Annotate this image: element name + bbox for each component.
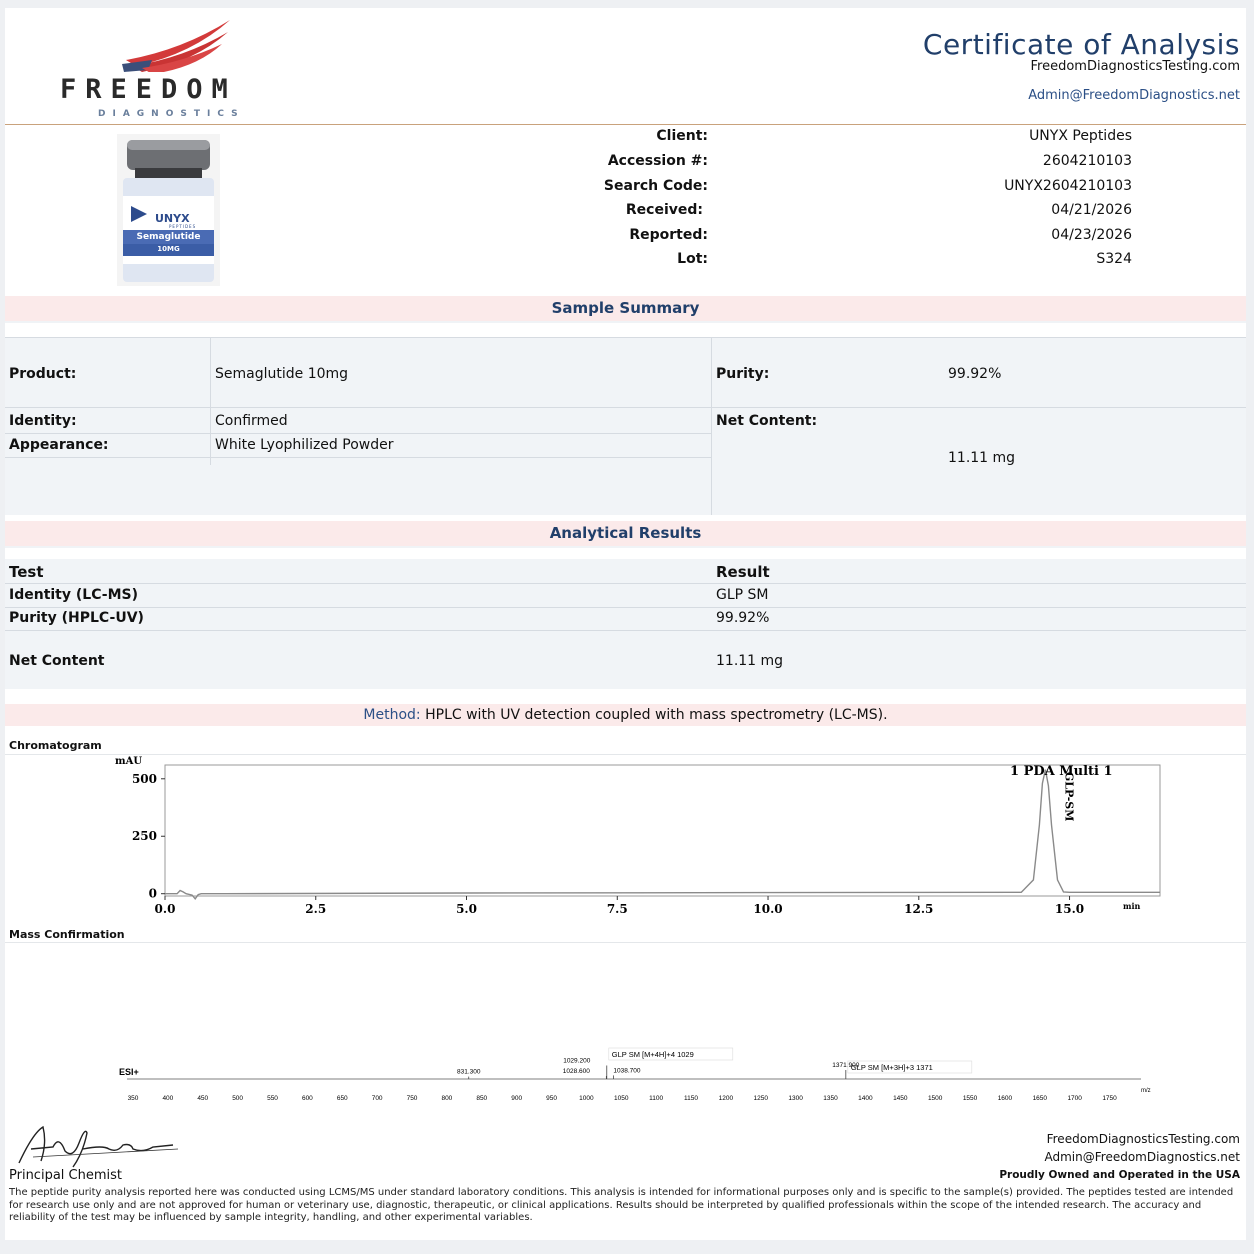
product-label: Product: [9,366,77,382]
client-label: Client: [656,128,708,144]
x-tick-label: 12.5 [904,902,934,916]
mz-tick-label: 850 [476,1095,488,1102]
mz-tick-label: 1050 [614,1095,629,1102]
info-row-search-code [5,178,1246,200]
identity-value: Confirmed [215,413,288,429]
header-email-link[interactable]: Admin@FreedomDiagnostics.net [1028,88,1240,103]
mz-tick-label: 1250 [753,1095,769,1102]
net-content-value: 11.11 mg [948,450,1016,466]
method-bar [5,704,1246,726]
test-column-header: Test [9,563,44,581]
logo-wordmark: FREEDOM [60,74,237,105]
test-net-content: Net Content [9,653,105,669]
y-tick-label: 0 [148,886,157,901]
appearance-label: Appearance: [9,437,109,453]
mz-tick-label: 1150 [684,1095,699,1102]
summary-col-divider-1 [210,337,211,465]
result-purity: 99.92% [716,610,770,626]
lot-value: S324 [1096,251,1132,267]
summary-col-divider-2 [711,337,712,515]
footer-tagline: Proudly Owned and Operated in the USA [999,1169,1240,1181]
analytical-results-heading: Analytical Results [5,521,1246,546]
y-tick-label: 500 [131,771,157,786]
mz-tick-label: 500 [232,1095,244,1102]
flag-wing-icon [122,20,232,72]
header-divider [5,124,1246,125]
ms-peak-label: 1371.900 [832,1062,860,1069]
appearance-value: White Lyophilized Powder [215,437,394,453]
test-identity: Identity (LC-MS) [9,587,139,603]
chromatogram-svg [5,753,1246,923]
mz-tick-label: 450 [197,1095,209,1102]
ms-peak-label: 1038.700 [613,1067,641,1075]
mz-tick-label: 800 [441,1095,453,1102]
method-label: Method: [363,707,421,723]
mass-spectrum-svg [5,942,1246,1102]
summary-top-rule [5,337,1246,338]
ms-annotation: GLP SM [M+3H]+3 1371 [850,1063,933,1072]
analytical-results-table [5,559,1246,689]
footer-email-link[interactable]: Admin@FreedomDiagnostics.net [1044,1150,1240,1164]
summary-row-rule-1 [5,407,1246,408]
sample-summary-heading: Sample Summary [5,296,1246,321]
vial-product: Semaglutide [136,232,201,242]
summary-subrule [5,321,1246,323]
freedom-logo [60,22,300,122]
chromatogram-peak-label: GLP-SM [1062,771,1076,822]
method-text: HPLC with UV detection coupled with mass spectrometry (LC-MS). [420,707,888,723]
mz-tick-label: 600 [301,1095,313,1102]
search-code-label: Search Code: [603,178,708,194]
mz-tick-label: 900 [511,1095,523,1102]
signer-title: Principal Chemist [9,1168,122,1183]
result-net-content: 11.11 mg [716,653,784,669]
mz-tick-label: 700 [371,1095,383,1102]
mz-tick-label: 1750 [1102,1095,1117,1102]
received-value: 04/21/2026 [1051,202,1132,218]
mz-tick-label: 1700 [1067,1095,1082,1102]
results-row-rule-2 [5,630,1246,631]
purity-value: 99.92% [948,366,1002,382]
summary-row-rule-3 [5,457,711,458]
mass-spectrum-xlabel: m/z [1141,1088,1151,1094]
chromatogram-ylabel: mAU [115,756,143,767]
ms-peak-label: 1028.600 [562,1068,590,1075]
x-tick-label: 0.0 [154,902,176,916]
result-column-header: Result [716,563,770,581]
chromatogram-frame [165,765,1160,896]
mz-tick-label: 400 [162,1095,174,1102]
summary-row-rule-2 [5,433,711,434]
mz-tick-label: 1650 [1032,1095,1048,1102]
document-title: Certificate of Analysis [922,28,1240,61]
chromatogram-trace [165,770,1160,899]
mz-tick-label: 1100 [649,1095,664,1102]
mz-tick-label: 1500 [927,1095,943,1102]
info-row-received [5,202,1246,224]
x-tick-label: 7.5 [606,902,628,916]
x-tick-label: 10.0 [753,902,783,916]
x-tick-label: 15.0 [1054,902,1085,916]
reported-value: 04/23/2026 [1051,227,1132,243]
reported-label: Reported: [629,227,708,243]
mz-tick-label: 950 [546,1095,557,1102]
results-subrule [5,546,1246,548]
chromatogram-chart [5,753,1246,923]
mz-tick-label: 650 [336,1095,348,1102]
chromatogram-xlabel: min [1123,901,1141,911]
search-code-value: UNYX2604210103 [1004,178,1132,194]
accession-label: Accession #: [607,153,708,169]
chromatogram-legend: 1 PDA Multi 1 [1010,764,1113,779]
result-identity: GLP SM [716,587,769,603]
mz-tick-label: 350 [127,1095,139,1102]
mz-tick-label: 1350 [823,1095,838,1102]
mz-tick-label: 1450 [893,1095,908,1102]
ion-mode-label: ESI+ [119,1067,139,1077]
vial-brand: UNYX [155,212,190,225]
purity-label: Purity: [716,366,770,382]
vial-dose: 10MG [157,245,180,253]
product-value: Semaglutide 10mg [215,366,349,382]
chromatogram-title: Chromatogram [9,739,102,752]
signature-graphic [13,1123,183,1169]
ms-peak-label: 1029.200 [563,1057,591,1065]
ms-peak-label: 831.300 [456,1068,481,1076]
client-value: UNYX Peptides [1029,128,1132,144]
results-row-rule-1 [5,607,1246,608]
logo-subtitle: DIAGNOSTICS [98,109,245,119]
info-row-lot [5,251,1246,273]
lot-label: Lot: [677,251,708,267]
mz-tick-label: 1200 [718,1095,734,1102]
mz-tick-label: 1600 [997,1095,1013,1102]
identity-label: Identity: [9,413,77,429]
results-header-rule [5,583,1246,584]
vial-brand-sub: PEPTIDES [169,224,197,229]
x-tick-label: 2.5 [305,902,327,916]
y-tick-label: 250 [131,829,157,844]
header-website-link[interactable]: FreedomDiagnosticsTesting.com [1030,59,1240,74]
footer-website-link[interactable]: FreedomDiagnosticsTesting.com [1046,1132,1240,1146]
info-row-client [5,128,1246,150]
test-purity: Purity (HPLC-UV) [9,610,144,626]
accession-value: 2604210103 [1042,153,1132,169]
received-label: Received: [625,202,703,218]
sample-summary-table [5,337,1246,515]
mz-tick-label: 1400 [858,1095,873,1102]
info-row-accession [5,153,1246,175]
x-tick-label: 5.0 [456,902,477,916]
certificate-page [5,8,1246,1240]
mz-tick-label: 1000 [579,1095,594,1102]
mz-tick-label: 750 [406,1095,418,1102]
disclaimer-text: The peptide purity analysis reported here was conducted using LCMS/MS under standard laboratory conditions. This analysis is intended for informational purposes only and is specific to the sample(s) provided. The peptides tested are intended for research use only and are not approved for human or veterinary use, diagnostic, therapeutic, or clinical applications. Results should be interpreted by qualified professionals within the scope of the intended research. The accuracy and reliability of the test may be influenced by sample integrity, handling, and other experimental variables. [9,1187,1234,1224]
mass-confirmation-title: Mass Confirmation [9,928,125,941]
mz-tick-label: 1300 [788,1095,803,1102]
mass-spectrum-chart [5,942,1246,1102]
net-content-label: Net Content: [716,413,818,429]
info-row-reported [5,227,1246,249]
ms-annotation: GLP SM [M+4H]+4 1029 [611,1050,694,1059]
mz-tick-label: 550 [267,1095,278,1102]
mz-tick-label: 1550 [962,1095,978,1102]
